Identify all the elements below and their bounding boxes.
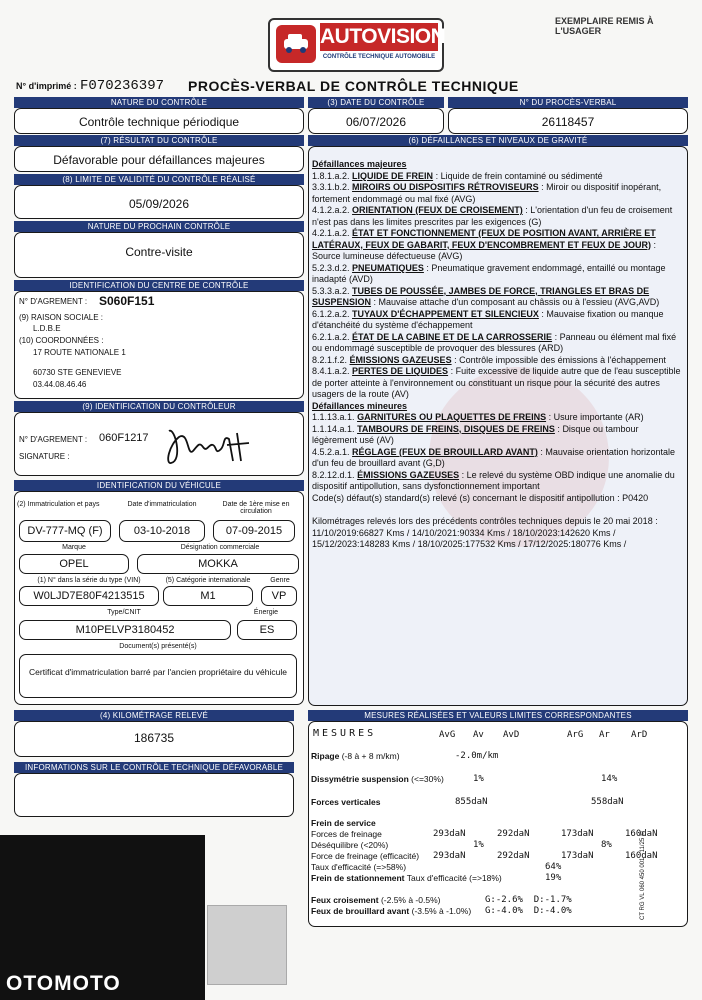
major-item: 1.8.1.a.2. LIQUIDE DE FREIN : Liquide de frein contaminé ou sédimenté	[312, 170, 603, 181]
minor-item: 1.1.14.a.1. TAMBOURS DE FREINS, DISQUES DE FREINS : Disque ou tambour légèrement usé (AV)	[312, 423, 639, 445]
energie-field: ES	[237, 620, 297, 640]
minor-item: 4.5.2.a.1. RÉGLAGE (FEUX DE BROUILLARD AVANT) : Mauvaise orientation horizontale d'un feu de brouillard avant (G,D)	[312, 446, 675, 468]
col-ard: ArD	[631, 730, 648, 740]
designation-label: Désignation commerciale	[180, 544, 260, 551]
signature-label: SIGNATURE :	[19, 452, 70, 461]
controller-agrement-value: 060F1217	[99, 432, 149, 444]
measures-heading: MESURES	[313, 728, 377, 739]
major-item: 4.2.1.a.2. ÉTAT ET FONCTIONNEMENT (FEUX DE POSITION AVANT, ARRIÈRE ET LATÉRAUX, FEUX DE GABARIT, FEUX D'ENCOMBREMENT ET FEUX DE JOUR) : Source lumineuse défectueuse (AVG)	[312, 228, 657, 261]
type-label: Type/CNIT	[107, 609, 141, 616]
immat-label: (2) Immatriculation et pays	[17, 501, 100, 508]
dissym-av: 1%	[473, 774, 484, 784]
croisement-value: G:-2.6% D:-1.7%	[485, 895, 572, 905]
brouillard-row: Feux de brouillard avant (-3.5% à -1.0%)	[311, 906, 472, 916]
document-title: PROCÈS-VERBAL DE CONTRÔLE TECHNIQUE	[188, 78, 519, 94]
raison-label: (9) RAISON SOCIALE :	[19, 313, 104, 322]
minor-item: 8.2.12.d.1. ÉMISSIONS GAZEUSES : Le relevé du système OBD indique une anomalie du dispositif antipollution, sans dysfonctionnement important	[312, 469, 675, 491]
centre-agrement-label: N° D'AGREMENT :	[19, 297, 88, 306]
major-item: 6.2.1.a.2. ÉTAT DE LA CABINE ET DE LA CARROSSERIE : Panneau ou élément mal fixé ou endommagé susceptible de provoquer des blessures (ARD)	[312, 331, 677, 353]
printed-number: F070236397	[80, 78, 165, 94]
mileage-value: 186735	[133, 731, 175, 745]
vin-field: W0LJD7E80F4213515	[19, 586, 159, 606]
defects-list	[312, 159, 684, 551]
major-item: 8.2.1.f.2. ÉMISSIONS GAZEUSES : Contrôle impossible des émissions à l'échappement	[312, 354, 666, 365]
pv-box	[448, 108, 688, 134]
dissym-ar: 14%	[601, 774, 618, 784]
stationnement-value: 19%	[545, 873, 562, 883]
next-control-header: NATURE DU PROCHAIN CONTRÔLE	[14, 221, 304, 232]
raison-value: L.D.B.E	[33, 324, 61, 333]
date-immat-label: Date d'immatriculation	[127, 501, 197, 508]
forces-ar: 558daN	[591, 797, 624, 807]
qr-code-area	[207, 905, 287, 985]
brouillard-value: G:-4.0% D:-4.0%	[485, 906, 572, 916]
taux-row: Taux d'efficacité (=>58%)	[311, 862, 407, 872]
genre-field: VP	[261, 586, 297, 606]
efficacite-3: 173daN	[561, 851, 594, 861]
printed-number-label: N° d'imprimé :	[16, 81, 77, 91]
major-item: 3.3.1.b.2. MIROIRS OU DISPOSITIFS RÉTROVISEURS : Miroir ou dispositif inopérant, fortement endommagé ou mal fixé (AVG)	[312, 182, 662, 204]
first-circ-label: Date de 1ère mise en circulation	[222, 501, 290, 515]
freinage-label: Forces de freinage	[311, 829, 382, 839]
frein-service-title: Frein de service	[311, 818, 376, 828]
genre-label: Genre	[270, 577, 290, 584]
nature-value: Contrôle technique périodique	[78, 115, 240, 129]
col-av: Av	[473, 730, 484, 740]
coordonnees-label: (10) COORDONNÉES :	[19, 336, 104, 345]
vehicle-header: IDENTIFICATION DU VÉHICULE	[14, 480, 304, 491]
brand-subtitle: CONTRÔLE TECHNIQUE AUTOMOBILE	[322, 54, 436, 60]
result-value: Défavorable pour défaillances majeures	[53, 153, 265, 167]
centre-header: IDENTIFICATION DU CENTRE DE CONTRÔLE	[14, 280, 304, 291]
freinage-2: 292daN	[497, 829, 530, 839]
car-icon	[276, 25, 316, 63]
pv-value: 26118457	[541, 115, 595, 129]
freinage-4: 160daN	[625, 829, 658, 839]
docs-field	[19, 654, 297, 698]
col-avg: AvG	[439, 730, 456, 740]
marque-field: OPEL	[19, 554, 129, 574]
desequilibre-ar: 8%	[601, 840, 612, 850]
forces-av: 855daN	[455, 797, 488, 807]
obd-codes: Code(s) défaut(s) standard(s) relevé (s) concernant le dispositif antipollution : P0420	[312, 492, 649, 503]
date-immat-field: 03-10-2018	[119, 520, 205, 542]
croisement-row: Feux croisement (-2.5% à -0.5%)	[311, 895, 441, 905]
pv-header: N° DU PROCÈS-VERBAL	[448, 97, 688, 108]
info-unfav-box	[14, 773, 294, 817]
efficacite-2: 292daN	[497, 851, 530, 861]
marque-label: Marque	[62, 544, 86, 551]
ripage-row: Ripage (-8 à + 8 m/km)	[311, 751, 400, 761]
minor-item: 1.1.13.a.1. GARNITURES OU PLAQUETTES DE FREINS : Usure importante (AR)	[312, 412, 644, 422]
controller-box	[14, 412, 304, 476]
category-label: (5) Catégorie internationale	[165, 577, 251, 584]
desequilibre-av: 1%	[473, 840, 484, 850]
measures-header: MESURES RÉALISÉES ET VALEURS LIMITES CORRESPONDANTES	[308, 710, 688, 721]
controller-agrement-label: N° D'AGREMENT :	[19, 435, 88, 444]
centre-box	[14, 291, 304, 399]
first-circ-field: 07-09-2015	[213, 520, 295, 542]
copy-note: EXEMPLAIRE REMIS À L'USAGER	[555, 16, 654, 36]
dissym-row: Dissymétrie suspension (<=30%)	[311, 774, 444, 784]
defects-box	[308, 146, 688, 706]
controller-header: (9) IDENTIFICATION DU CONTRÔLEUR	[14, 401, 304, 412]
validity-box	[14, 185, 304, 219]
major-item: 8.4.1.a.2. PERTES DE LIQUIDES : Fuite excessive de liquide autre que de l'eau susceptible de porter atteinte à l'environnement ou constituant un risque pour la sécurité des autres usagers de la route (AV)	[312, 366, 681, 399]
ripage-value: -2.0m/km	[455, 751, 499, 761]
validity-header: (8) LIMITE DE VALIDITÉ DU CONTRÔLE RÉALISÉ	[14, 174, 304, 185]
immat-field: DV-777-MQ (F)	[19, 520, 111, 542]
col-arg: ArG	[567, 730, 584, 740]
stationnement-row: Frein de stationnement Taux d'efficacité (=>18%)	[311, 873, 502, 883]
efficacite-4: 160daN	[625, 851, 658, 861]
major-item: 5.2.3.d.2. PNEUMATIQUES : Pneumatique gravement endommagé, entaillé ou montage inadapté (AVD)	[312, 262, 666, 284]
desequilibre-label: Déséquilibre (<20%)	[311, 840, 389, 850]
major-title: Défaillances majeures	[312, 159, 407, 169]
defects-header: (6) DÉFAILLANCES ET NIVEAUX DE GRAVITÉ	[308, 135, 688, 146]
efficacite-1: 293daN	[433, 851, 466, 861]
type-field: M10PELVP3180452	[19, 620, 231, 640]
major-item: 5.3.3.a.2. TUBES DE POUSSÉE, JAMBES DE FORCE, TRIANGLES ET BRAS DE SUSPENSION : Mauvaise attache d'un composant au châssis ou à l'essieu (AVG,AVD)	[312, 285, 660, 307]
watermark-logo: OTOMOTO	[6, 972, 121, 995]
next-control-box	[14, 232, 304, 278]
category-field: M1	[163, 586, 253, 606]
centre-address: 17 ROUTE NATIONALE 1	[33, 348, 126, 357]
validity-value: 05/09/2026	[128, 197, 190, 211]
freinage-3: 173daN	[561, 829, 594, 839]
designation-field: MOKKA	[137, 554, 299, 574]
measures-box	[308, 721, 688, 927]
centre-city: 60730 STE GENEVIEVE	[33, 368, 122, 377]
major-item: 4.1.2.a.2. ORIENTATION (FEUX DE CROISEMENT) : L'orientation d'un feu de croisement n'est pas dans les limites prescrites par les exigences (G)	[312, 205, 673, 227]
mileage-header: (4) KILOMÉTRAGE RELEVÉ	[14, 710, 294, 721]
form-reference: CT RG VL 060 450 001 - 11/25 ©	[640, 831, 646, 920]
brand-logo	[268, 18, 444, 72]
date-header: (3) DATE DU CONTRÔLE	[308, 97, 444, 108]
docs-label: Document(s) présenté(s)	[119, 643, 197, 650]
vehicle-box	[14, 491, 304, 705]
nature-header: NATURE DU CONTRÔLE	[14, 97, 304, 108]
col-avd: AvD	[503, 730, 520, 740]
km-history: Kilométrages relevés lors des précédents contrôles techniques depuis le 20 mai 2018 : 11/10/2019:66827 Kms / 14/10/2021:90334 Kms / 18/10/2023:142620 Kms / 15/12/2023:148283 Kms / 18/10/2025:177532 Kms / 17/12/2025:180776 Kms /	[312, 516, 658, 549]
minor-title: Défaillances mineures	[312, 400, 408, 411]
freinage-1: 293daN	[433, 829, 466, 839]
energie-label: Énergie	[253, 609, 279, 616]
col-ar: Ar	[599, 730, 610, 740]
next-control-value: Contre-visite	[125, 245, 193, 259]
result-header: (7) RÉSULTAT DU CONTRÔLE	[14, 135, 304, 146]
centre-agrement-value: S060F151	[99, 294, 155, 308]
brand-name: AUTOVISION	[320, 23, 438, 51]
taux-value: 64%	[545, 862, 562, 872]
centre-phone: 03.44.08.46.46	[33, 380, 87, 389]
result-box	[14, 146, 304, 172]
nature-box	[14, 108, 304, 134]
forces-row: Forces verticales	[311, 797, 381, 807]
date-box	[308, 108, 444, 134]
docs-value: Certificat d'immatriculation barré par l'ancien propriétaire du véhicule	[29, 667, 287, 677]
date-value: 06/07/2026	[345, 115, 407, 129]
major-item: 6.1.2.a.2. TUYAUX D'ÉCHAPPEMENT ET SILENCIEUX : Mauvaise fixation ou manque d'étanchéité du système d'échappement	[312, 308, 664, 330]
efficacite-label: Force de freinage (efficacité)	[311, 851, 420, 861]
signature-scribble	[163, 421, 253, 471]
mileage-box	[14, 721, 294, 757]
vin-label: (1) N° dans la série du type (VIN)	[37, 577, 141, 584]
info-unfav-header: INFORMATIONS SUR LE CONTRÔLE TECHNIQUE DÉFAVORABLE	[14, 762, 294, 773]
